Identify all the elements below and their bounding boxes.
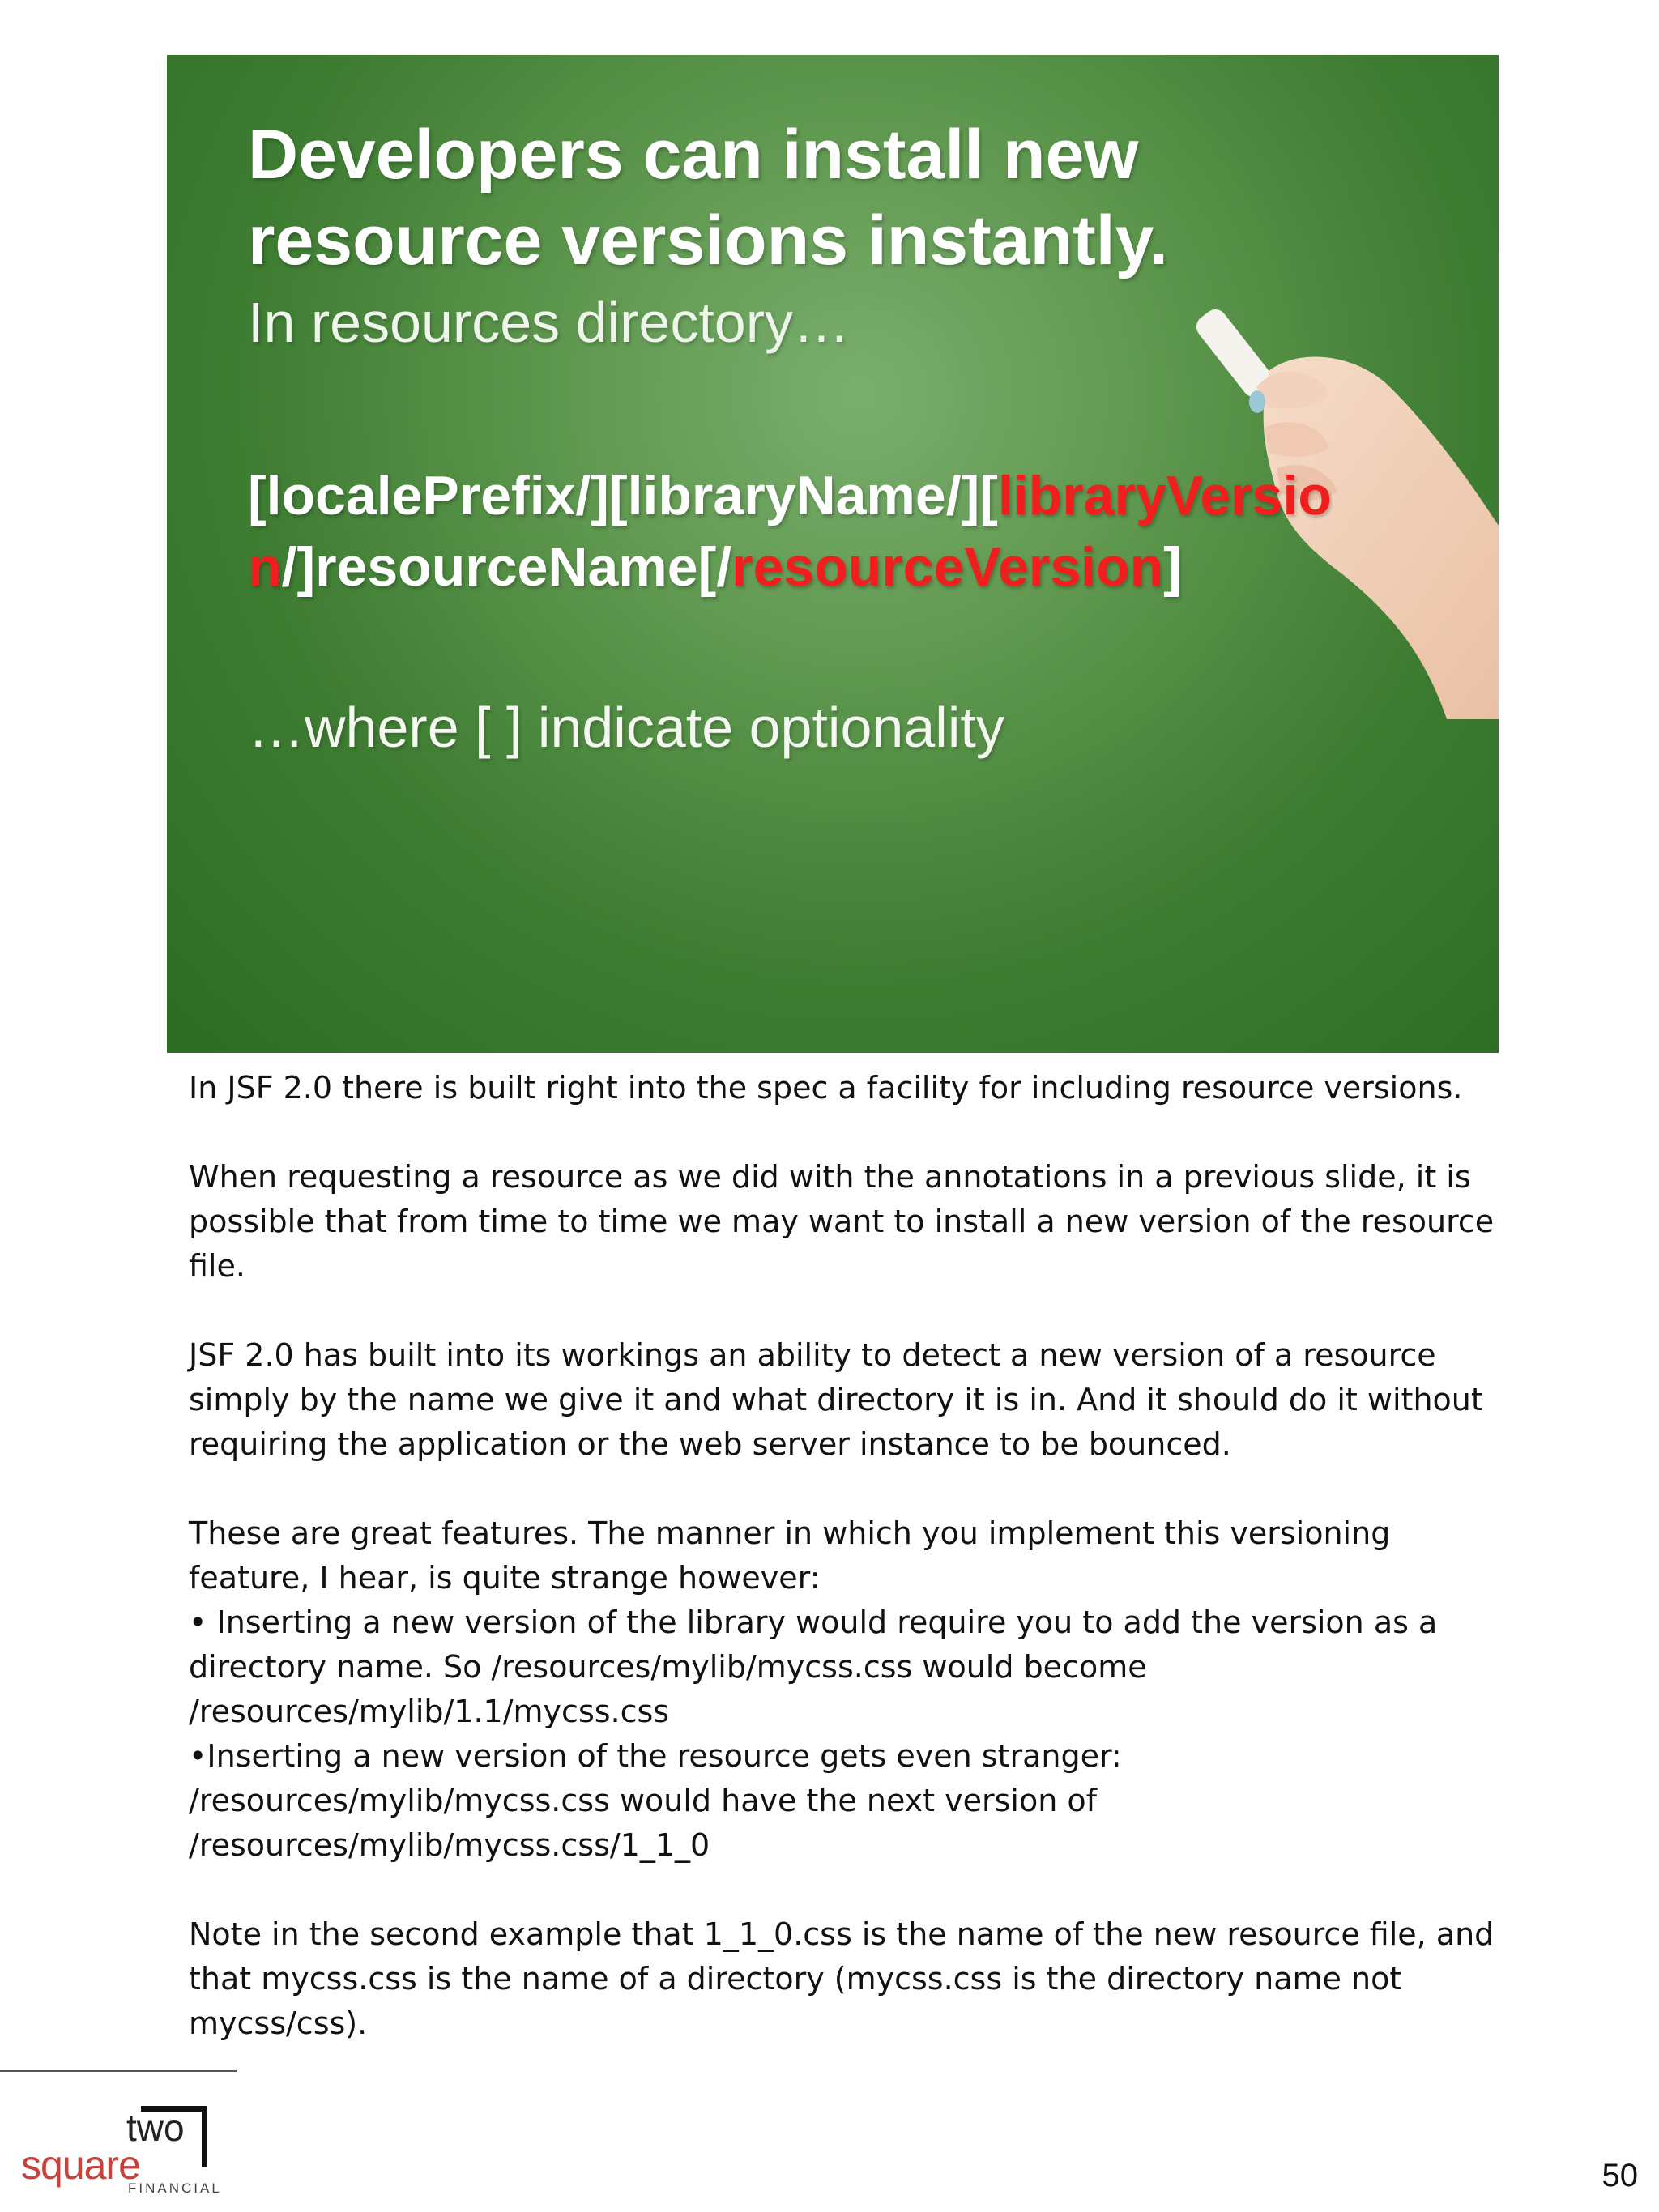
logo-word-financial: FINANCIAL	[128, 2180, 222, 2196]
speaker-notes	[189, 1066, 1501, 2091]
resource-path-pattern	[248, 460, 1332, 603]
notes-paragraph-4: These are great features. The manner in which you implement this versioning feature, I hear, is quite strange however:	[189, 1515, 1391, 1596]
path-resource-version: resourceVersion	[731, 536, 1164, 598]
slide-image	[167, 55, 1499, 1053]
path-part-6: ]	[1163, 536, 1182, 598]
notes-paragraph-1: In JSF 2.0 there is built right into the spec a facility for including resource versions.	[189, 1070, 1463, 1106]
path-part-1: [localePrefix/][libraryName/][	[248, 465, 998, 526]
notes-paragraph-2: When requesting a resource as we did with the annotations in a previous slide, it is possible that from time to time we may want to install a new version of the resource file.	[189, 1159, 1495, 1284]
slide-subtitle: In resources directory…	[248, 291, 851, 354]
squaretwo-financial-logo	[21, 2106, 224, 2203]
slide-title-line2: resource versions instantly.	[248, 202, 1168, 279]
notes-paragraph-3: JSF 2.0 has built into its workings an ability to detect a new version of a resource simply by the name we give it and what directory it is in. And it should do it without requiring the application or the web server instance to be bounced.	[189, 1337, 1483, 1462]
notes-bullet-1: • Inserting a new version of the library would require you to add the version as a directory name. So /resources/mylib/mycss.css would become /resources/mylib/1.1/mycss.css	[189, 1605, 1438, 1729]
path-library-version-b: n	[248, 536, 282, 598]
slide-title	[248, 112, 1168, 283]
footer-divider	[0, 2070, 237, 2072]
path-part-4: /]resourceName[/	[281, 536, 732, 598]
page-number: 50	[1601, 2158, 1638, 2193]
optionality-note: …where [ ] indicate optionality	[248, 696, 1004, 759]
slide-title-line1: Developers can install new	[248, 116, 1139, 194]
logo-word-square: square	[21, 2142, 140, 2188]
logo-word-two: two	[126, 2107, 185, 2149]
notes-paragraph-5: Note in the second example that 1_1_0.css is the name of the new resource file, and that mycss.css is the name of a directory (mycss.css is the directory name not mycss/css).	[189, 1916, 1495, 2041]
path-library-version-a: libraryVersio	[997, 465, 1332, 526]
notes-bullet-2: •Inserting a new version of the resource gets even stranger: /resources/mylib/mycss.css would have the next version of /resources/mylib/mycss.css/1_1_0	[189, 1738, 1122, 1863]
